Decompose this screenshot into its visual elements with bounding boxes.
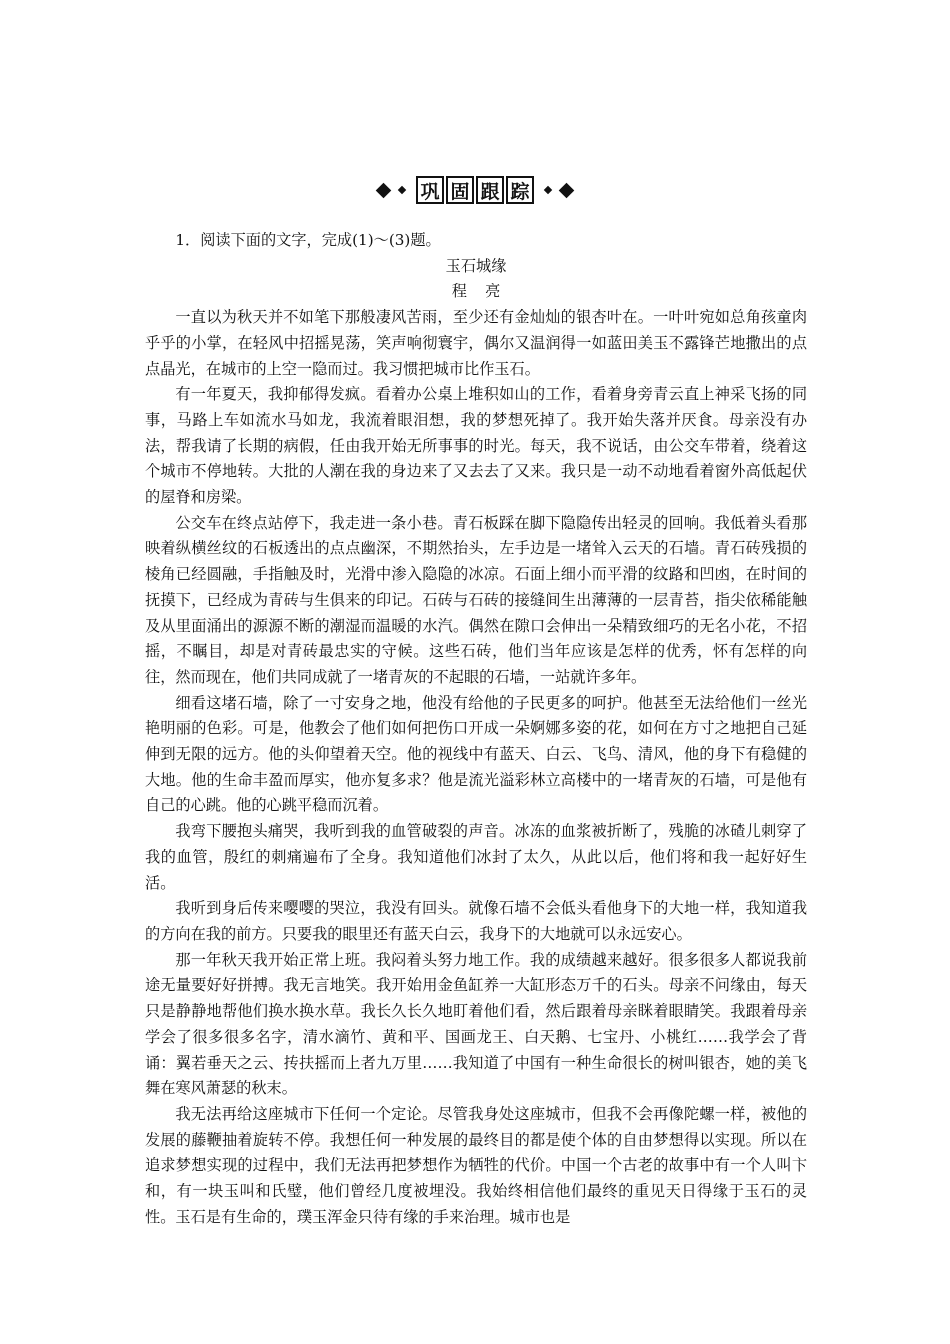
article-paragraph: 一直以为秋天并不如笔下那般凄风苦雨，至少还有金灿灿的银杏叶在。一叶叶宛如总角孩童肉乎乎的小掌，在轻风中招摇晃荡，笑声响彻寰宇，偶尔又温润得一如蓝田美玉不露锋芒地撒出的点点晶光，在城市的上空一隐而过。我习惯把城市比作玉石。 xyxy=(145,308,807,378)
document-body xyxy=(145,228,807,1230)
article-author: 程亮 xyxy=(451,282,519,301)
article-paragraph: 细看这堵石墙，除了一寸安身之地，他没有给他的子民更多的呵护。他甚至无法给他们一丝光艳明丽的色彩。可是，他教会了他们如何把伤口开成一朵婀娜多姿的花，如何在方寸之地把自己延伸到无限的远方。他的头仰望着天空。他的视线中有蓝天、白云、飞鸟、清风，他的身下有稳健的大地。他的生命丰盈而厚实，他亦复多求？他是流光溢彩林立高楼中的一堵青灰的石墙，可是他有自己的心跳。他的心跳平稳而沉着。 xyxy=(145,693,807,815)
article-paragraph: 公交车在终点站停下，我走进一条小巷。青石板踩在脚下隐隐传出轻灵的回响。我低着头看那映着纵横丝纹的石板透出的点点幽深，不期然抬头，左手边是一堵耸入云天的石墙。青石砖残损的棱角已经圆融，手指触及时，光滑中渗入隐隐的冰凉。石面上细小而平滑的纹路和凹凼，在时间的抚摸下，已经成为青砖与生俱来的印记。石砖与石砖的接缝间生出薄薄的一层青苔，指尖依稀能触及从里面涌出的源源不断的潮湿而温暖的水汽。偶然在隙口会伸出一朵精致细巧的无名小花，不招摇，不瞩目，却是对青砖最忠实的守候。这些石砖，他们当年应该是怎样的优秀，怀有怎样的向往，然而现在，他们共同成就了一堵青灰的不起眼的石墙，一站就许多年。 xyxy=(145,513,807,686)
header-tile: 固 xyxy=(446,176,474,204)
diamond-icon xyxy=(398,186,406,194)
diamond-icon xyxy=(544,186,552,194)
article-title: 玉石城缘 xyxy=(445,256,507,275)
diamond-icon xyxy=(376,182,392,198)
article-paragraph: 我听到身后传来嘤嘤的哭泣，我没有回头。就像石墙不会低头看他身下的大地一样，我知道我的方向在我的前方。只要我的眼里还有蓝天白云，我身下的大地就可以永远安心。 xyxy=(145,899,807,943)
diamond-icon xyxy=(559,182,575,198)
article-paragraph: 我无法再给这座城市下任何一个定论。尽管我身处这座城市，但我不会再像陀螺一样，被他的发展的藤鞭抽着旋转不停。我想任何一种发展的最终目的都是使个体的自由梦想得以实现。所以在追求梦想实现的过程中，我们无法再把梦想作为牺牲的代价。中国一个古老的故事中有一个人叫卞和，有一块玉叫和氏璧，他们曾经几度被埋没。我始终相信他们最终的重见天日得缘于玉石的灵性。玉石是有生命的，璞玉浑金只待有缘的手来治理。城市也是 xyxy=(145,1104,807,1226)
article-paragraph: 我弯下腰抱头痛哭，我听到我的血管破裂的声音。冰冻的血浆被折断了，残脆的冰碴儿刺穿了我的血管，殷红的刺痛遍布了全身。我知道他们冰封了太久，从此以后，他们将和我一起好好生活。 xyxy=(145,822,807,892)
header-title xyxy=(415,176,535,204)
section-header xyxy=(0,176,950,204)
header-tile: 踪 xyxy=(506,176,534,204)
article-paragraph: 那一年秋天我开始正常上班。我闷着头努力地工作。我的成绩越来越好。很多很多人都说我前途无量要好好拼搏。我无言地笑。我开始用金鱼缸养一大缸形态万千的石头。母亲不问缘由，每天只是静静地帮他们换水换水草。我长久长久地盯着他们看，然后跟着母亲眯着眼睛笑。我跟着母亲学会了很多很多名字，清水滴竹、黄和平、国画龙王、白天鹅、七宝丹、小桃红……我学会了背诵：翼若垂天之云、抟扶摇而上者九万里……我知道了中国有一种生命很长的树叫银杏，她的美飞舞在寒风萧瑟的秋末。 xyxy=(145,950,807,1098)
header-tile: 跟 xyxy=(476,176,504,204)
header-tile: 巩 xyxy=(416,176,444,204)
article-paragraph: 有一年夏天，我抑郁得发疯。看着办公桌上堆积如山的工作，看着身旁青云直上神采飞扬的同事，马路上车如流水马如龙，我流着眼泪想，我的梦想死掉了。我开始失落并厌食。母亲没有办法，帮我请了长期的病假，任由我开始无所事事的时光。每天，我不说话，由公交车带着，绕着这个城市不停地转。大批的人潮在我的身边来了又去去了又来。我只是一动不动地看着窗外高低起伏的屋脊和房梁。 xyxy=(145,385,807,507)
question-prompt: 1．阅读下面的文字，完成(1)～(3)题。 xyxy=(175,231,441,249)
